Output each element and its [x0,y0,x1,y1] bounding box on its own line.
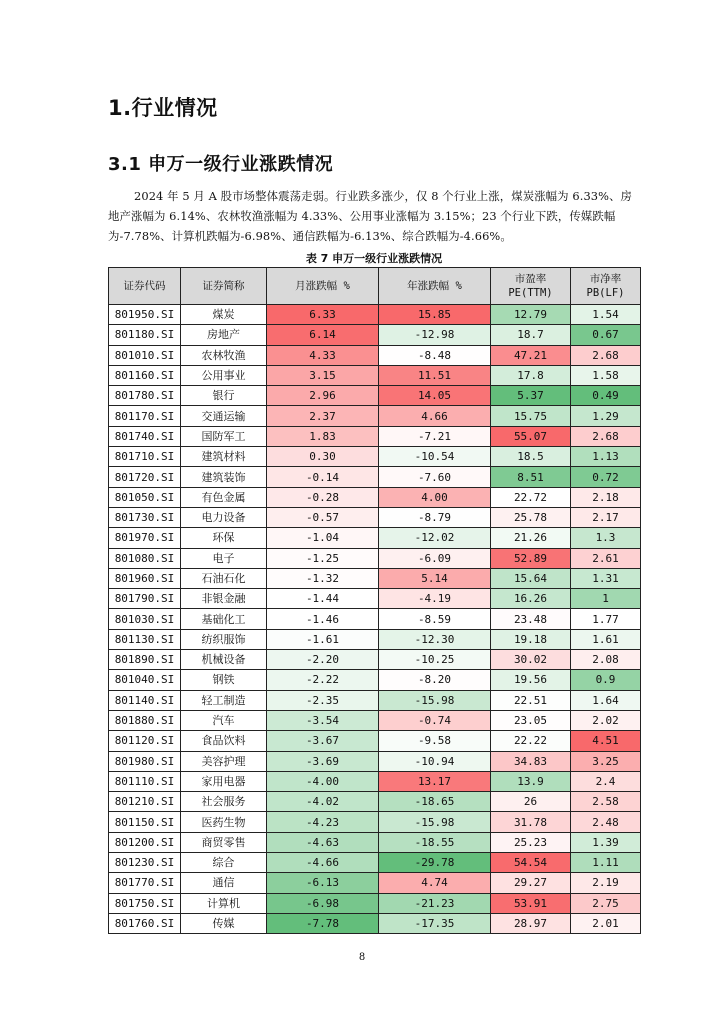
col-header-pe-line1: 市盈率 [514,273,547,285]
table-row [109,690,641,710]
cell-pb: 3.25 [571,751,641,771]
cell-pb: 2.17 [571,507,641,527]
cell-pe: 22.72 [491,487,571,507]
cell-pe: 8.51 [491,467,571,487]
cell-code: 801140.SI [109,690,181,710]
cell-yearly: -15.98 [379,690,491,710]
cell-yearly: -4.19 [379,589,491,609]
cell-monthly: -3.69 [267,751,379,771]
cell-pb: 4.51 [571,731,641,751]
cell-name: 美容护理 [181,751,267,771]
cell-pe: 23.05 [491,710,571,730]
table-row [109,670,641,690]
cell-pe: 19.56 [491,670,571,690]
cell-monthly: -1.25 [267,548,379,568]
cell-name: 电力设备 [181,507,267,527]
cell-code: 801230.SI [109,853,181,873]
table-row [109,426,641,446]
table-row [109,873,641,893]
cell-pe: 18.7 [491,325,571,345]
cell-name: 医药生物 [181,812,267,832]
cell-yearly: -21.23 [379,893,491,913]
col-header-code: 证券代码 [109,268,181,305]
cell-monthly: -4.63 [267,832,379,852]
cell-pb: 0.72 [571,467,641,487]
table-row [109,548,641,568]
cell-code: 801950.SI [109,305,181,325]
cell-name: 建筑装饰 [181,467,267,487]
table-row [109,447,641,467]
cell-name: 公用事业 [181,365,267,385]
cell-pb: 2.02 [571,710,641,730]
cell-pe: 29.27 [491,873,571,893]
cell-monthly: -6.98 [267,893,379,913]
cell-pb: 1.77 [571,609,641,629]
cell-monthly: -4.66 [267,853,379,873]
cell-yearly: -8.79 [379,507,491,527]
table-row [109,325,641,345]
cell-name: 纺织服饰 [181,629,267,649]
cell-name: 商贸零售 [181,832,267,852]
col-header-pe [491,268,571,305]
cell-pe: 22.22 [491,731,571,751]
cell-pe: 15.75 [491,406,571,426]
table-row [109,751,641,771]
cell-monthly: -1.61 [267,629,379,649]
cell-yearly: -6.09 [379,548,491,568]
cell-yearly: -7.60 [379,467,491,487]
cell-monthly: -3.67 [267,731,379,751]
cell-code: 801200.SI [109,832,181,852]
cell-pb: 1.58 [571,365,641,385]
cell-monthly: -1.46 [267,609,379,629]
page-number: 8 [358,952,366,963]
cell-monthly: -4.02 [267,792,379,812]
cell-pb: 2.48 [571,812,641,832]
cell-pe: 19.18 [491,629,571,649]
table-row [109,792,641,812]
table-row [109,386,641,406]
cell-pe: 13.9 [491,771,571,791]
cell-name: 农林牧渔 [181,345,267,365]
table-body [109,305,641,934]
cell-pb: 2.61 [571,548,641,568]
cell-code: 801750.SI [109,893,181,913]
table-row [109,629,641,649]
cell-pb: 1.39 [571,832,641,852]
cell-yearly: -7.21 [379,426,491,446]
cell-code: 801890.SI [109,650,181,670]
col-header-pe-line2: PE(TTM) [508,287,553,299]
cell-yearly: -15.98 [379,812,491,832]
cell-pb: 1.61 [571,629,641,649]
cell-pb: 1.13 [571,447,641,467]
cell-yearly: -0.74 [379,710,491,730]
cell-monthly: 6.33 [267,305,379,325]
table-row [109,771,641,791]
cell-yearly: 4.66 [379,406,491,426]
cell-pb: 1.54 [571,305,641,325]
table-caption: 表 7 申万一级行业涨跌情况 [305,252,443,265]
cell-pe: 16.26 [491,589,571,609]
cell-monthly: 3.15 [267,365,379,385]
cell-name: 基础化工 [181,609,267,629]
cell-name: 石油石化 [181,568,267,588]
cell-code: 801170.SI [109,406,181,426]
cell-monthly: -3.54 [267,710,379,730]
cell-name: 轻工制造 [181,690,267,710]
cell-pb: 1.3 [571,528,641,548]
cell-yearly: -9.58 [379,731,491,751]
cell-yearly: -10.54 [379,447,491,467]
cell-monthly: -2.35 [267,690,379,710]
cell-name: 钢铁 [181,670,267,690]
col-header-pb-line1: 市净率 [589,273,622,285]
cell-name: 非银金融 [181,589,267,609]
cell-monthly: -4.23 [267,812,379,832]
cell-code: 801740.SI [109,426,181,446]
table-row [109,406,641,426]
cell-pb: 2.75 [571,893,641,913]
cell-pe: 28.97 [491,913,571,933]
cell-monthly: 4.33 [267,345,379,365]
cell-name: 通信 [181,873,267,893]
cell-pe: 52.89 [491,548,571,568]
cell-code: 801160.SI [109,365,181,385]
cell-name: 建筑材料 [181,447,267,467]
cell-code: 801130.SI [109,629,181,649]
cell-name: 社会服务 [181,792,267,812]
cell-code: 801770.SI [109,873,181,893]
cell-yearly: 15.85 [379,305,491,325]
cell-monthly: -1.44 [267,589,379,609]
summary-paragraph [108,186,638,246]
cell-monthly: -6.13 [267,873,379,893]
cell-yearly: -12.30 [379,629,491,649]
cell-pb: 1.11 [571,853,641,873]
cell-yearly: -8.20 [379,670,491,690]
cell-name: 综合 [181,853,267,873]
cell-pe: 12.79 [491,305,571,325]
cell-pb: 2.01 [571,913,641,933]
cell-pb: 2.68 [571,345,641,365]
cell-pe: 54.54 [491,853,571,873]
cell-yearly: -18.65 [379,792,491,812]
cell-monthly: -2.20 [267,650,379,670]
cell-name: 机械设备 [181,650,267,670]
cell-name: 交通运输 [181,406,267,426]
cell-pe: 17.8 [491,365,571,385]
cell-name: 汽车 [181,710,267,730]
cell-monthly: -0.28 [267,487,379,507]
cell-pe: 31.78 [491,812,571,832]
cell-pb: 2.58 [571,792,641,812]
cell-pb: 2.4 [571,771,641,791]
cell-monthly: 2.37 [267,406,379,426]
table-row [109,731,641,751]
cell-code: 801760.SI [109,913,181,933]
cell-yearly: -10.94 [379,751,491,771]
cell-pe: 22.51 [491,690,571,710]
cell-pe: 47.21 [491,345,571,365]
cell-pe: 21.26 [491,528,571,548]
col-header-pb [571,268,641,305]
cell-yearly: 11.51 [379,365,491,385]
cell-name: 家用电器 [181,771,267,791]
cell-pe: 25.23 [491,832,571,852]
table-row [109,710,641,730]
cell-monthly: -1.04 [267,528,379,548]
table-row [109,893,641,913]
cell-name: 房地产 [181,325,267,345]
cell-code: 801010.SI [109,345,181,365]
cell-code: 801150.SI [109,812,181,832]
cell-name: 计算机 [181,893,267,913]
table-row [109,609,641,629]
cell-yearly: 14.05 [379,386,491,406]
cell-monthly: -0.57 [267,507,379,527]
cell-name: 有色金属 [181,487,267,507]
table-header-row [109,268,641,305]
cell-monthly: -4.00 [267,771,379,791]
cell-code: 801790.SI [109,589,181,609]
cell-yearly: -29.78 [379,853,491,873]
table-row [109,467,641,487]
cell-yearly: 13.17 [379,771,491,791]
cell-code: 801080.SI [109,548,181,568]
col-header-yearly: 年涨跌幅 % [379,268,491,305]
cell-code: 801730.SI [109,507,181,527]
cell-monthly: -1.32 [267,568,379,588]
cell-code: 801030.SI [109,609,181,629]
table-row [109,853,641,873]
table-row [109,487,641,507]
col-header-pb-line2: PB(LF) [586,287,625,299]
cell-name: 电子 [181,548,267,568]
cell-pb: 0.67 [571,325,641,345]
table-row [109,365,641,385]
cell-monthly: 2.96 [267,386,379,406]
cell-monthly: -0.14 [267,467,379,487]
cell-name: 环保 [181,528,267,548]
cell-pe: 15.64 [491,568,571,588]
cell-yearly: -8.48 [379,345,491,365]
cell-yearly: 4.00 [379,487,491,507]
cell-code: 801720.SI [109,467,181,487]
table-row [109,305,641,325]
cell-pe: 26 [491,792,571,812]
cell-monthly: 0.30 [267,447,379,467]
cell-code: 801040.SI [109,670,181,690]
subsection-heading: 3.1 申万一级行业涨跌情况 [108,154,334,175]
cell-yearly: 5.14 [379,568,491,588]
cell-code: 801980.SI [109,751,181,771]
table-row [109,568,641,588]
cell-name: 传媒 [181,913,267,933]
cell-code: 801110.SI [109,771,181,791]
cell-pb: 1.31 [571,568,641,588]
table-row [109,345,641,365]
cell-pe: 25.78 [491,507,571,527]
cell-yearly: -17.35 [379,913,491,933]
table-row [109,832,641,852]
cell-pb: 1 [571,589,641,609]
cell-yearly: -10.25 [379,650,491,670]
section-heading: 1.行业情况 [108,96,218,120]
cell-pb: 0.49 [571,386,641,406]
col-header-monthly: 月涨跌幅 % [267,268,379,305]
cell-pe: 18.5 [491,447,571,467]
table-row [109,589,641,609]
cell-yearly: -12.02 [379,528,491,548]
cell-code: 801050.SI [109,487,181,507]
summary-text: 2024 年 5 月 A 股市场整体震荡走弱。行业跌多涨少，仅 8 个行业上涨，煤炭涨幅为 6.33%、房地产涨幅为 6.14%、农林牧渔涨幅为 4.33%、公用事业涨幅为 3.15%；23 个行业下跌，传媒跌幅为-7.78%、计算机跌幅为-6.98%、通信跌幅为-6.13%、综合跌幅为-4.66%。 [108,189,633,243]
cell-pb: 2.68 [571,426,641,446]
cell-pe: 5.37 [491,386,571,406]
cell-code: 801710.SI [109,447,181,467]
cell-code: 801780.SI [109,386,181,406]
table-row [109,528,641,548]
cell-yearly: -18.55 [379,832,491,852]
cell-yearly: 4.74 [379,873,491,893]
cell-pb: 1.29 [571,406,641,426]
cell-pb: 2.19 [571,873,641,893]
cell-monthly: 1.83 [267,426,379,446]
cell-code: 801120.SI [109,731,181,751]
cell-code: 801970.SI [109,528,181,548]
cell-pe: 53.91 [491,893,571,913]
cell-pb: 2.18 [571,487,641,507]
cell-code: 801210.SI [109,792,181,812]
cell-code: 801960.SI [109,568,181,588]
cell-name: 银行 [181,386,267,406]
col-header-name: 证券简称 [181,268,267,305]
table-row [109,507,641,527]
cell-pb: 0.9 [571,670,641,690]
cell-pb: 2.08 [571,650,641,670]
cell-name: 国防军工 [181,426,267,446]
cell-pe: 55.07 [491,426,571,446]
cell-pe: 30.02 [491,650,571,670]
cell-yearly: -8.59 [379,609,491,629]
cell-pe: 23.48 [491,609,571,629]
cell-name: 煤炭 [181,305,267,325]
cell-code: 801880.SI [109,710,181,730]
table-row [109,650,641,670]
table-row [109,812,641,832]
cell-pe: 34.83 [491,751,571,771]
cell-monthly: -2.22 [267,670,379,690]
cell-monthly: -7.78 [267,913,379,933]
cell-yearly: -12.98 [379,325,491,345]
cell-name: 食品饮料 [181,731,267,751]
cell-pb: 1.64 [571,690,641,710]
cell-monthly: 6.14 [267,325,379,345]
table-row [109,913,641,933]
industry-performance-table [108,267,641,934]
cell-code: 801180.SI [109,325,181,345]
